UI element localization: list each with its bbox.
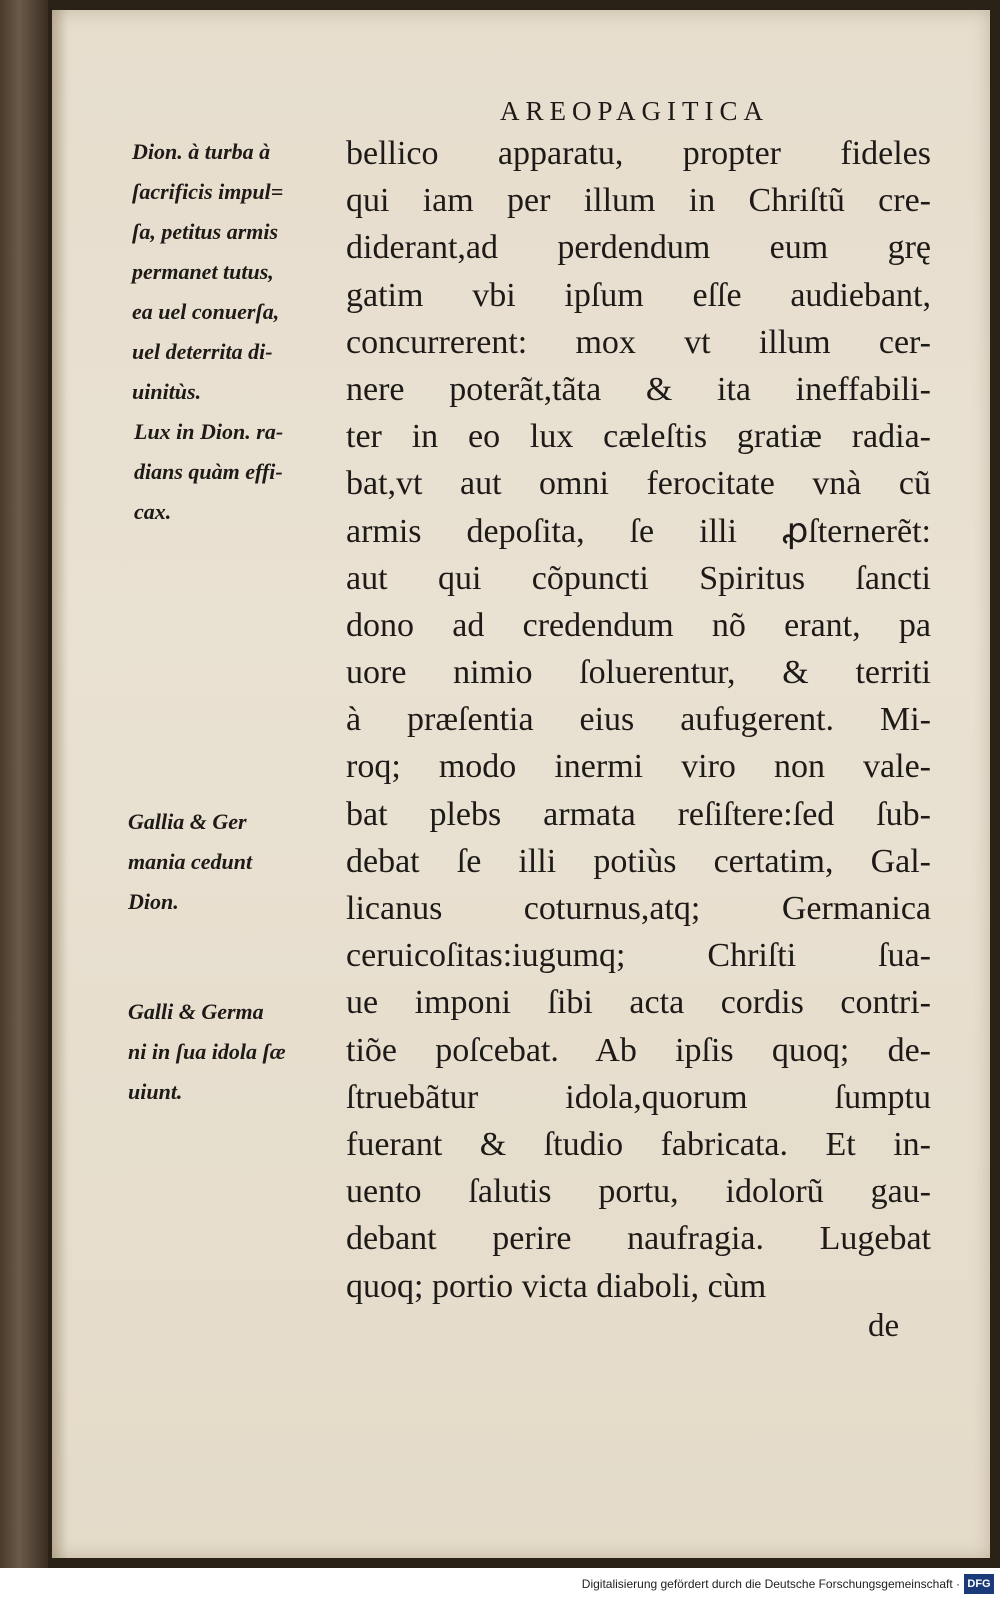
text-line: qui iam per illum in Chriſtũ cre-: [346, 182, 931, 220]
marginal-line: ſa, petitus armis: [132, 219, 279, 244]
marginal-line: Dion.: [128, 889, 179, 914]
footer-bar: [0, 1568, 1000, 1603]
marginal-line: ſacrificis impul=: [132, 179, 284, 204]
marginal-note-2: [134, 412, 283, 532]
text-line: tiõe poſcebat. Ab ipſis quoq; de-: [346, 1031, 931, 1069]
marginal-line: cax.: [134, 499, 172, 524]
text-line: gatim vbi ipſum eſſe audiebant,: [346, 276, 931, 314]
marginal-line: Dion. à turba à: [132, 139, 271, 164]
marginal-line: dians quàm effi-: [134, 459, 283, 484]
text-line: bellico apparatu, propter fideles: [346, 135, 931, 172]
running-head: AREOPAGITICA: [500, 96, 770, 126]
text-line: diderant,ad perdendum eum grę: [346, 229, 931, 267]
main-text-block: [346, 130, 931, 1310]
text-line: quoq; portio victa diaboli, cùm: [346, 1267, 767, 1305]
text-line: licanus coturnus,atq; Germanica: [346, 890, 931, 927]
text-line: roq; modo inermi viro non vale-: [346, 748, 931, 786]
text-line: uento ſalutis portu, idolorũ gau-: [346, 1173, 931, 1211]
text-line: aut qui cõpuncti Spiritus ſancti: [346, 559, 931, 597]
marginal-line: uiunt.: [128, 1079, 183, 1104]
binding-edge: [0, 0, 48, 1568]
catchword: de: [868, 1308, 900, 1344]
marginal-line: uinitùs.: [132, 379, 202, 404]
marginal-note-1: [132, 132, 283, 412]
marginal-note-4: [128, 992, 286, 1112]
dfg-logo: DFG: [964, 1574, 994, 1594]
text-line: ue imponi ſibi acta cordis contri-: [346, 984, 931, 1022]
text-line: fuerant & ſtudio fabricata. Et in-: [346, 1125, 931, 1163]
text-line: uore nimio ſoluerentur, & territi: [346, 654, 931, 692]
marginal-line: ea uel conuerſa,: [132, 299, 280, 324]
text-line: bat plebs armata reſiſtere:ſed ſub-: [346, 795, 931, 833]
marginal-line: mania cedunt: [128, 849, 253, 874]
marginal-line: ni in ſua idola ſæ: [128, 1039, 286, 1064]
text-line: ceruicoſitas:iugumq; Chriſti ſua-: [346, 937, 931, 975]
page-shadow: [52, 10, 68, 1558]
marginal-note-3: [128, 802, 252, 922]
marginal-line: permanet tutus,: [132, 259, 274, 284]
text-line: concurrerent: mox vt illum cer-: [346, 323, 931, 361]
text-line: bat,vt aut omni ferocitate vnà cũ: [346, 465, 931, 503]
funding-credit: Digitalisierung gefördert durch die Deutsche Forschungsgemeinschaft ·: [581, 1577, 960, 1591]
marginal-line: uel deterrita di-: [132, 339, 273, 364]
text-line: debant perire naufragia. Lugebat: [346, 1220, 931, 1258]
text-line: à præſentia eius aufugerent. Mi-: [346, 701, 931, 739]
text-line: nere poterãt,tãta & ita ineffabili-: [346, 370, 931, 408]
text-line: dono ad credendum nõ erant, pa: [346, 606, 931, 644]
text-line: armis depoſita, ſe illi ꝓſternerẽt:: [346, 512, 931, 550]
text-line: ſtruebãtur idola,quorum ſumptu: [346, 1078, 931, 1116]
marginal-line: Lux in Dion. ra-: [134, 419, 284, 444]
marginal-line: Galli & Germa: [128, 999, 264, 1024]
text-line: debat ſe illi potiùs certatim, Gal-: [346, 842, 931, 880]
text-line: ter in eo lux cæleſtis gratiæ radia-: [346, 418, 931, 456]
marginal-line: Gallia & Ger: [128, 809, 247, 834]
